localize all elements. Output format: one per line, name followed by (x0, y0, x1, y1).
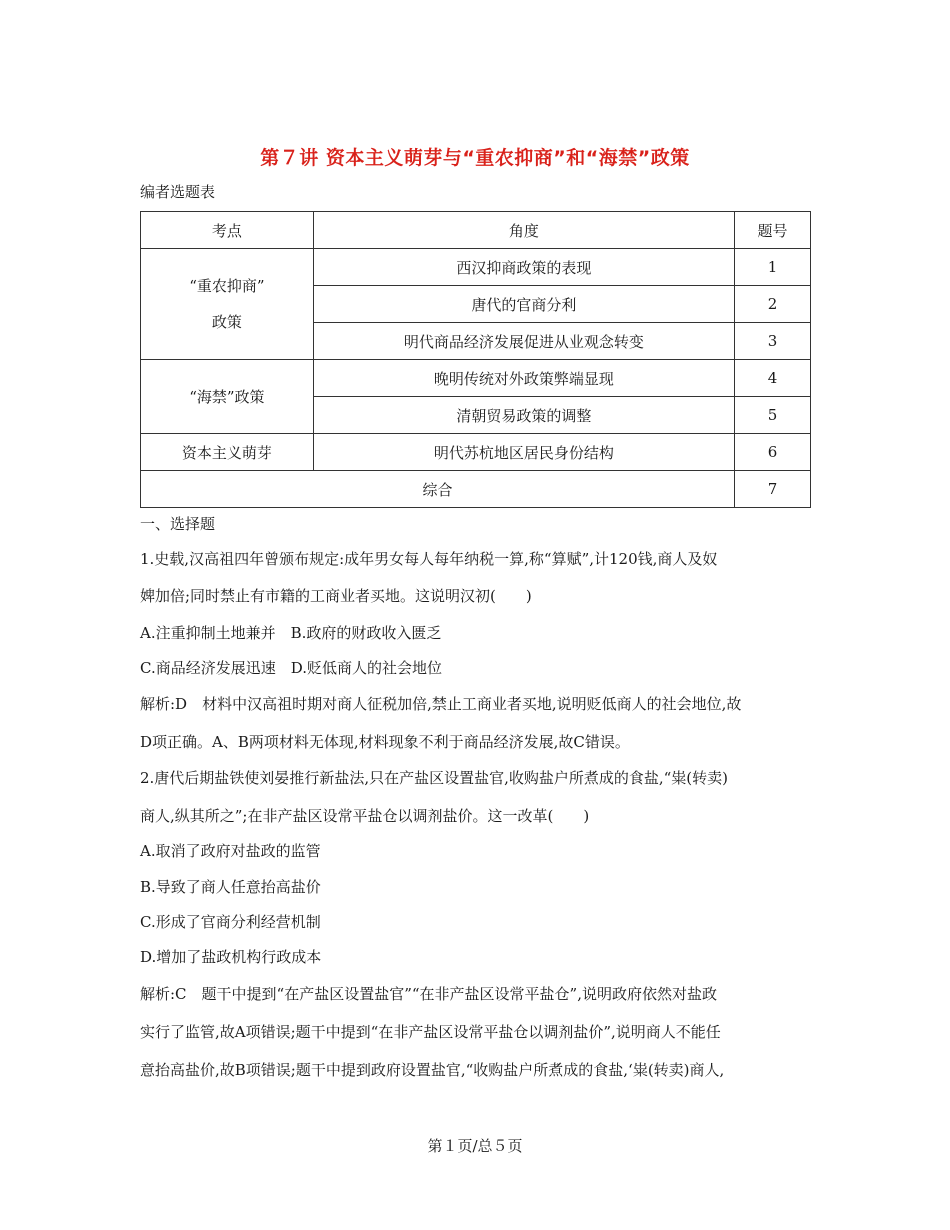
table-row (141, 360, 811, 397)
table-header-row (141, 212, 811, 249)
topic-cell-haijin: “海禁”政策 (141, 360, 314, 434)
section-heading: 一、选择题 (140, 515, 216, 533)
question-2-stem-line-2: 商人,纵其所之”;在非产盐区设常平盐仓以调剂盐价。这一改革( ) (140, 807, 590, 825)
number-cell: 2 (735, 286, 811, 323)
question-2-option-b: B.导致了商人任意抬高盐价 (140, 878, 321, 896)
topic-label: “重农抑商” (189, 277, 265, 295)
angle-cell: 明代苏杭地区居民身份结构 (313, 434, 734, 471)
question-1-analysis-line-1: 解析:D 材料中汉高祖时期对商人征税加倍,禁止工商业者买地,说明贬低商人的社会地位,故 (140, 695, 742, 713)
table-summary-row (141, 471, 811, 508)
page-number: 第１页/总５页 (427, 1137, 523, 1155)
header-topic: 考点 (141, 212, 314, 249)
topic-cell-zhongnong (141, 249, 314, 360)
header-number: 题号 (735, 212, 811, 249)
question-1-stem-line-1: 1.史载,汉高祖四年曾颁布规定:成年男女每人每年纳税一算,称“算赋”,计120钱,商人及奴 (140, 550, 718, 568)
question-2-option-d: D.增加了盐政机构行政成本 (140, 948, 322, 966)
number-cell: 4 (735, 360, 811, 397)
question-1-options-ab: A.注重抑制土地兼并 B.政府的财政收入匮乏 (140, 624, 442, 642)
question-2-stem-line-1: 2.唐代后期盐铁使刘晏推行新盐法,只在产盐区设置盐官,收购盐户所煮成的食盐,“粜(转卖) (140, 769, 728, 787)
page-title: 第７讲 资本主义萌芽与“重农抑商”和“海禁”政策 (260, 147, 690, 169)
number-cell: 5 (735, 397, 811, 434)
question-2-option-a: A.取消了政府对盐政的监管 (140, 842, 321, 860)
header-angle: 角度 (313, 212, 734, 249)
question-1-stem-line-2: 婢加倍;同时禁止有市籍的工商业者买地。这说明汉初( ) (140, 587, 532, 605)
table-row (141, 434, 811, 471)
angle-cell: 清朝贸易政策的调整 (313, 397, 734, 434)
question-2-analysis-line-1: 解析:C 题干中提到“在产盐区设置盐官”“在非产盐区设常平盐仓”,说明政府依然对盐政 (140, 985, 717, 1003)
topic-label: 政策 (211, 313, 242, 331)
question-1-options-cd: C.商品经济发展迅速 D.贬低商人的社会地位 (140, 659, 442, 677)
topic-selection-table (140, 211, 811, 508)
table-row (141, 249, 811, 286)
question-2-analysis-line-3: 意抬高盐价,故B项错误;题干中提到政府设置盐官,“收购盐户所煮成的食盐,‘粜(转卖)商人, (140, 1061, 725, 1079)
summary-label: 综合 (141, 471, 735, 508)
angle-cell: 西汉抑商政策的表现 (313, 249, 734, 286)
number-cell: 3 (735, 323, 811, 360)
question-1-analysis-line-2: D项正确。A、B两项材料无体现,材料现象不利于商品经济发展,故C错误。 (140, 733, 630, 751)
number-cell: 1 (735, 249, 811, 286)
topic-cell-zibenzhuyi: 资本主义萌芽 (141, 434, 314, 471)
question-2-option-c: C.形成了官商分利经营机制 (140, 913, 321, 931)
subtitle: 编者选题表 (140, 183, 216, 201)
number-cell: 6 (735, 434, 811, 471)
angle-cell: 唐代的官商分利 (313, 286, 734, 323)
question-2-analysis-line-2: 实行了监管,故A项错误;题干中提到“在非产盐区设常平盐仓以调剂盐价”,说明商人不能任 (140, 1023, 721, 1041)
angle-cell: 晚明传统对外政策弊端显现 (313, 360, 734, 397)
angle-cell: 明代商品经济发展促进从业观念转变 (313, 323, 734, 360)
number-cell: 7 (735, 471, 811, 508)
